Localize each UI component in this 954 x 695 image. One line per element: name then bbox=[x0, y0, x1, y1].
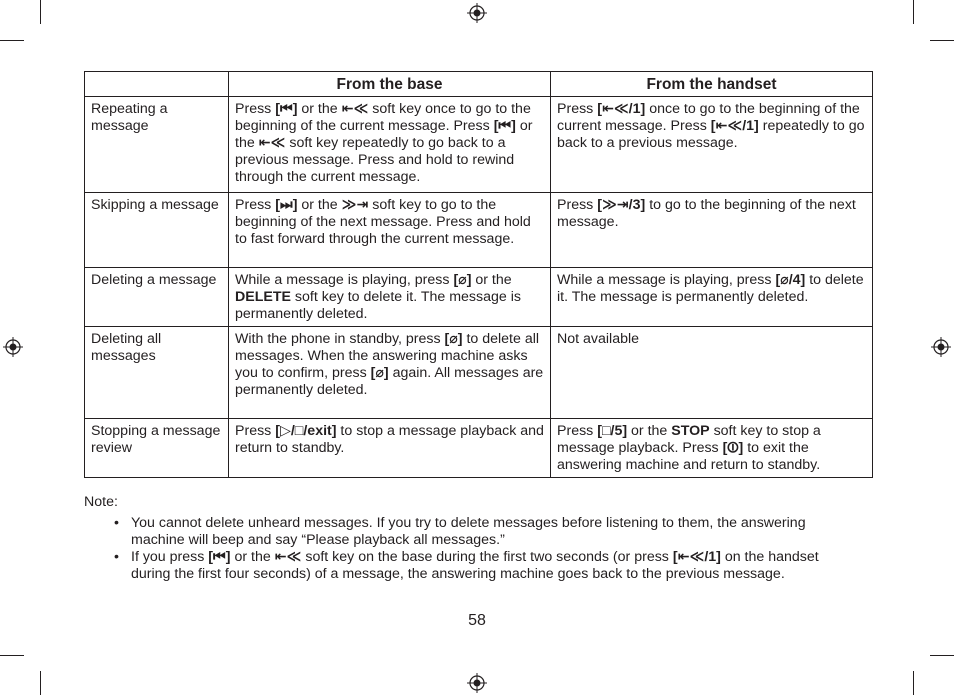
header-from-base: From the base bbox=[229, 72, 551, 97]
table-row bbox=[85, 193, 873, 268]
table-row bbox=[85, 419, 873, 478]
skip-key-label: [⏭] bbox=[275, 197, 298, 213]
handset-instruction-cell: While a message is playing, press [⌀/4] to delete it. The message is permanently deleted. bbox=[551, 268, 873, 327]
base-instruction-cell: While a message is playing, press [⌀] or the DELETE soft key to delete it. The message is permanently deleted. bbox=[229, 268, 551, 327]
note-list bbox=[112, 515, 862, 583]
table-row bbox=[85, 268, 873, 327]
rewind-key-label: [⏮] bbox=[493, 118, 516, 134]
action-cell: Deleting a message bbox=[85, 268, 229, 327]
action-cell: Stopping a message review bbox=[85, 419, 229, 478]
crop-mark bbox=[40, 671, 41, 695]
repeat-key-label: [⇤≪/1] bbox=[672, 549, 721, 565]
rewind-key-label: [⏮] bbox=[275, 101, 298, 117]
base-instruction-cell: With the phone in standby, press [⌀] to delete all messages. When the answering machine asks you to confirm, press [⌀] again. All messages are permanently deleted. bbox=[229, 327, 551, 419]
note-label: Note: bbox=[84, 494, 118, 510]
action-cell: Repeating a message bbox=[85, 97, 229, 193]
crop-mark bbox=[913, 0, 914, 24]
crop-mark bbox=[930, 40, 954, 41]
stop-key-label: [□/5] bbox=[597, 423, 628, 439]
table-header-row bbox=[85, 72, 873, 97]
stop-exit-key-label: [▷/□/exit] bbox=[275, 423, 337, 439]
table-row bbox=[85, 327, 873, 419]
delete-key-label: [⌀] bbox=[370, 365, 389, 381]
handset-instruction-cell: Press [⇤≪/1] once to go to the beginning of the current message. Press [⇤≪/1] repeatedly to go back to a previous message. bbox=[551, 97, 873, 193]
handset-instruction-cell: Not available bbox=[551, 327, 873, 419]
registration-mark-icon bbox=[3, 337, 23, 357]
skip-key-label: [≫⇥/3] bbox=[597, 197, 646, 213]
base-instruction-cell: Press [⏮] or the ⇤≪ soft key once to go to the beginning of the current message. Press [⏮] or the ⇤≪ soft key repeatedly to go back to a previous message. Press and hold to rewind through the current message. bbox=[229, 97, 551, 193]
crop-mark bbox=[930, 655, 954, 656]
rewind-softkey-icon: ⇤≪ bbox=[341, 101, 369, 117]
base-instruction-cell: Press [▷/□/exit] to stop a message playback and return to standby. bbox=[229, 419, 551, 478]
list-item: • If you press [⏮] or the ⇤≪ soft key on the base during the first two seconds (or press [⇤≪/1] on the handset during the first four seconds) of a message, the answering machine goes back to the previous message. bbox=[114, 549, 819, 582]
delete-softkey-label: DELETE bbox=[235, 289, 291, 305]
stop-softkey-label: STOP bbox=[671, 423, 710, 439]
header-from-handset: From the handset bbox=[551, 72, 873, 97]
bullet: • bbox=[114, 549, 119, 565]
repeat-key-label: [⇤≪/1] bbox=[710, 118, 759, 134]
crop-mark bbox=[40, 0, 41, 24]
base-instruction-cell: Press [⏭] or the ≫⇥ soft key to go to the beginning of the next message. Press and hold to fast forward through the current message. bbox=[229, 193, 551, 268]
message-playback-table bbox=[84, 71, 873, 478]
handset-instruction-cell: Press [≫⇥/3] to go to the beginning of the next message. bbox=[551, 193, 873, 268]
list-item: • You cannot delete unheard messages. If you try to delete messages before listening to them, the answering machine will beep and say “Please playback all messages.” bbox=[114, 515, 806, 548]
table-row bbox=[85, 97, 873, 193]
delete-key-label: [⌀/4] bbox=[775, 272, 806, 288]
registration-mark-icon bbox=[467, 3, 487, 23]
crop-mark bbox=[0, 40, 24, 41]
action-cell: Deleting all messages bbox=[85, 327, 229, 419]
bullet: • bbox=[114, 515, 119, 531]
delete-key-label: [⌀] bbox=[453, 272, 472, 288]
off-key-label: [⏼] bbox=[722, 440, 744, 456]
rewind-softkey-icon: ⇤≪ bbox=[258, 135, 286, 151]
handset-instruction-cell: Press [□/5] or the STOP soft key to stop a message playback. Press [⏼] to exit the answering machine and return to standby. bbox=[551, 419, 873, 478]
page-number: 58 bbox=[468, 612, 486, 629]
registration-mark-icon bbox=[467, 673, 487, 693]
registration-mark-icon bbox=[931, 337, 951, 357]
crop-mark bbox=[913, 671, 914, 695]
repeat-key-label: [⇤≪/1] bbox=[597, 101, 646, 117]
action-cell: Skipping a message bbox=[85, 193, 229, 268]
rewind-key-label: [⏮] bbox=[208, 549, 231, 565]
header-action bbox=[85, 72, 229, 97]
skip-softkey-icon: ≫⇥ bbox=[341, 197, 369, 213]
rewind-softkey-icon: ⇤≪ bbox=[274, 549, 302, 565]
crop-mark bbox=[0, 655, 24, 656]
delete-key-label: [⌀] bbox=[444, 331, 463, 347]
